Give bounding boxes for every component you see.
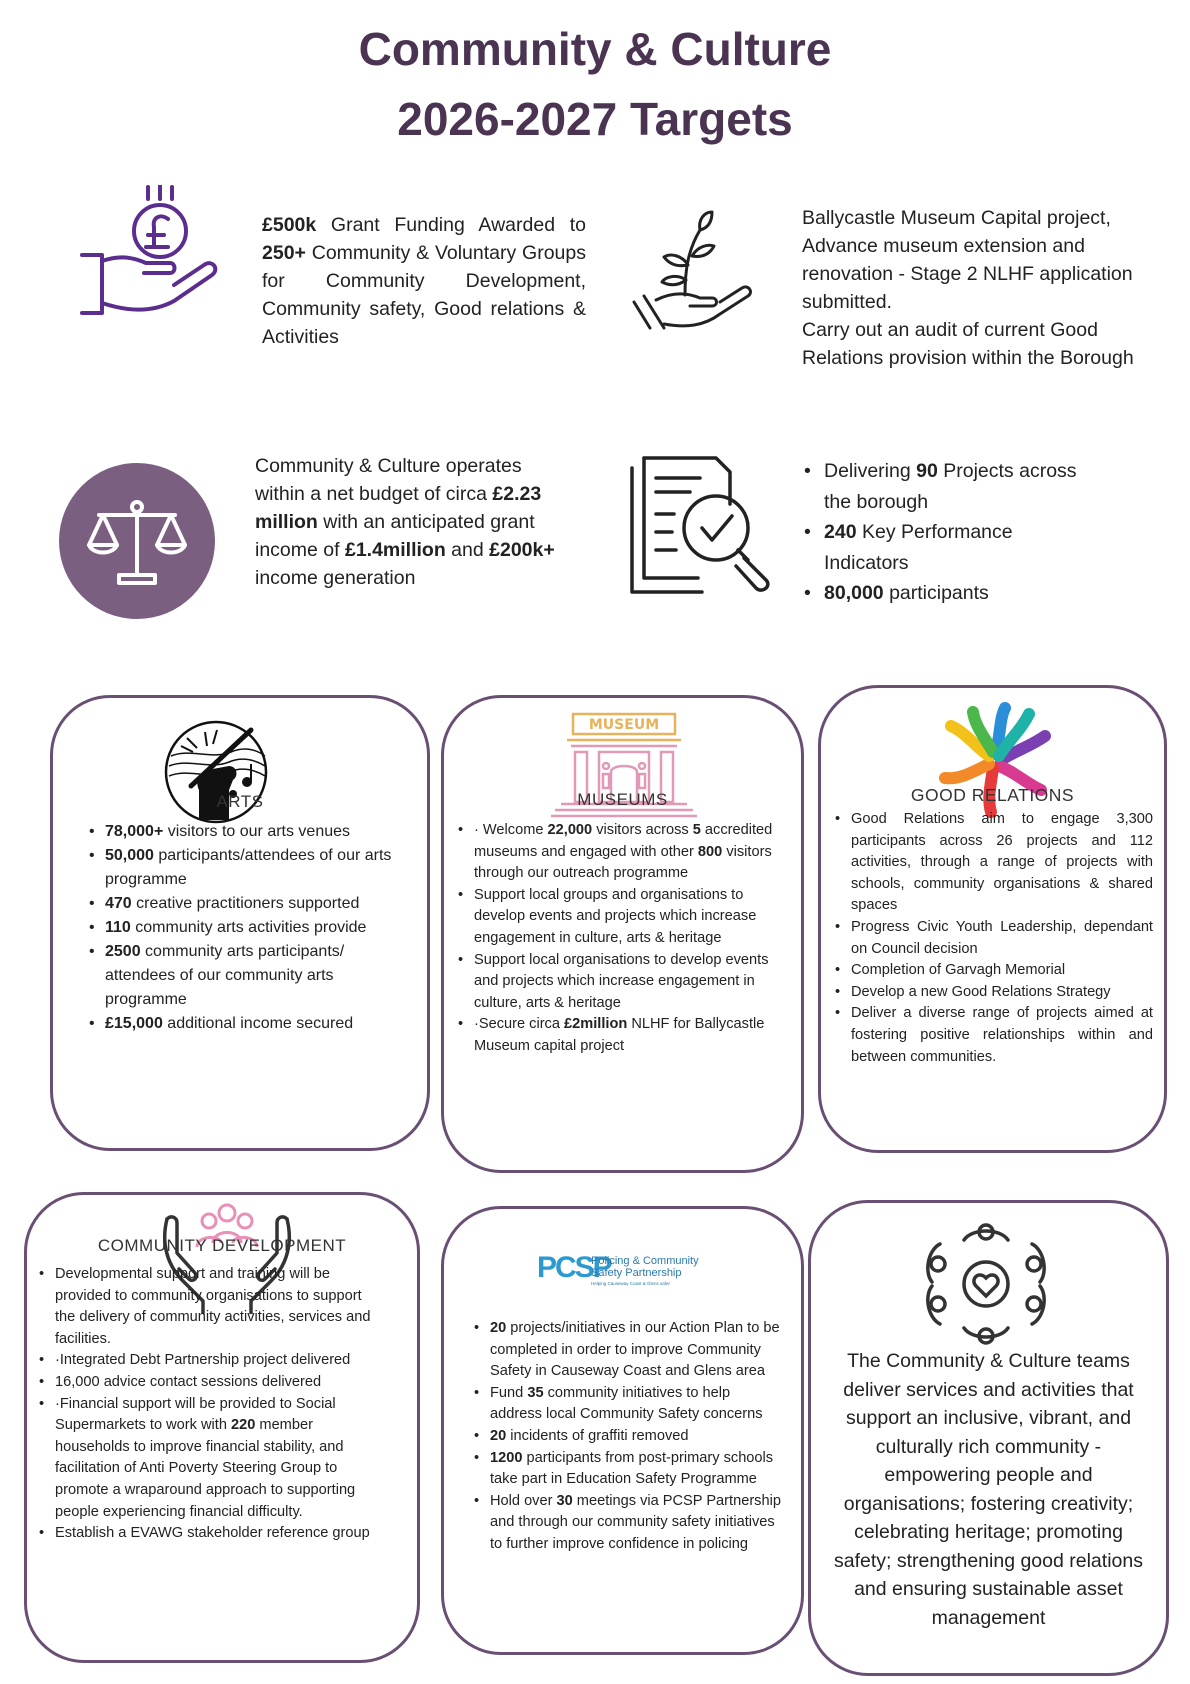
museums-i1-c: visitors across bbox=[592, 822, 693, 838]
pcsp-logo-mark: PCSP bbox=[537, 1251, 611, 1284]
museums-i1-d: accredited museums and engaged with other bbox=[474, 822, 773, 860]
list-item bbox=[456, 1014, 776, 1057]
pcsp-participants-count: 1200 bbox=[490, 1449, 523, 1466]
community-circle-heart-icon bbox=[921, 1219, 1051, 1349]
list-item bbox=[87, 820, 411, 844]
delivery-item-kpis bbox=[800, 517, 1100, 578]
museums-list bbox=[456, 820, 776, 1058]
good-relations-list bbox=[833, 809, 1153, 1068]
museums-i1-a: · Welcome bbox=[474, 822, 548, 838]
arts-item-2-text: creative practitioners supported bbox=[131, 895, 360, 912]
arts-item-4-text: community arts participants/ attendees of our community arts programme bbox=[105, 943, 345, 1008]
list-item bbox=[472, 1383, 784, 1426]
arts-item-5-value: £15,000 bbox=[105, 1015, 163, 1032]
budget-text-1: Community & Culture operates within a net budget of circa bbox=[255, 455, 522, 505]
list-item bbox=[472, 1426, 784, 1448]
pcsp-logo-line1: Policing & Community bbox=[591, 1255, 699, 1267]
list-item bbox=[87, 940, 411, 1012]
pcsp-i5-a: Hold over bbox=[490, 1492, 557, 1509]
delivery-projects-pre: Delivering bbox=[824, 460, 917, 482]
budget-text-4: income generation bbox=[255, 567, 416, 589]
cd-i4-a: ·Financial support will be provided to Social Supermarkets to work with bbox=[55, 1395, 336, 1434]
list-item: • Progress Civic Youth Leadership, dependant on Council decision bbox=[833, 917, 1153, 960]
list-item bbox=[37, 1394, 377, 1524]
community-development-title: COMMUNITY DEVELOPMENT bbox=[97, 1236, 347, 1255]
plant-in-hand-icon bbox=[630, 210, 760, 340]
page-title-line2: 2026-2027 Targets bbox=[397, 93, 793, 145]
museum-project-line: Ballycastle Museum Capital project, Advance museum extension and renovation - Stage 2 NLHF application submitted. bbox=[802, 207, 1133, 313]
coin-in-hand-icon bbox=[80, 185, 230, 325]
list-item: • Establish a EVAWG stakeholder reference group bbox=[37, 1523, 377, 1545]
arts-title: ARTS bbox=[216, 792, 264, 811]
list-item bbox=[472, 1491, 784, 1556]
participants-count: 80,000 bbox=[824, 582, 884, 604]
pcsp-card bbox=[441, 1206, 804, 1655]
list-item: • Completion of Garvagh Memorial bbox=[833, 960, 1153, 982]
museums-title: MUSEUMS bbox=[577, 790, 668, 809]
community-development-list bbox=[37, 1264, 377, 1545]
income-generation: £200k+ bbox=[489, 539, 555, 561]
arts-item-4-value: 2500 bbox=[105, 943, 141, 960]
page-title-line1: Community & Culture bbox=[358, 23, 832, 75]
budget-text-2: with an anticipated grant income of bbox=[255, 511, 535, 561]
list-item bbox=[87, 1012, 411, 1036]
list-item: • 16,000 advice contact sessions delivered bbox=[37, 1372, 377, 1394]
pcsp-meetings-count: 30 bbox=[556, 1492, 573, 1509]
delivery-list bbox=[800, 456, 1100, 609]
museums-i1-outreach: 800 bbox=[697, 843, 723, 860]
list-item bbox=[472, 1318, 784, 1383]
arts-item-1-value: 50,000 bbox=[105, 847, 154, 864]
pcsp-projects-count: 20 bbox=[490, 1320, 507, 1336]
groups-count: 250+ bbox=[262, 242, 306, 264]
funding-text-part2: Community & Voluntary Groups for Community Development, Community safety, Good relations & Activities bbox=[262, 242, 586, 348]
museum-project-text bbox=[802, 204, 1172, 372]
list-item bbox=[472, 1448, 784, 1491]
list-item: • Develop a new Good Relations Strategy bbox=[833, 982, 1153, 1004]
museums-i4-c: NLHF for Ballycastle Museum capital project bbox=[474, 1016, 765, 1054]
good-relations-audit-line: Carry out an audit of current Good Relations provision within the Borough bbox=[802, 319, 1134, 369]
grant-income: £1.4million bbox=[344, 539, 446, 561]
cd-households-count: 220 bbox=[231, 1417, 256, 1434]
budget-text-3: and bbox=[445, 539, 490, 561]
pcsp-i2-c: community initiatives to help address local Community Safety concerns bbox=[490, 1384, 763, 1423]
list-item bbox=[87, 844, 411, 892]
list-item bbox=[87, 892, 411, 916]
list-item: • ·Integrated Debt Partnership project delivered bbox=[37, 1350, 377, 1372]
arts-item-3-value: 110 bbox=[105, 919, 131, 936]
arts-item-5-text: additional income secured bbox=[162, 1015, 354, 1032]
kpi-count: 240 bbox=[824, 521, 857, 543]
museums-i1-visitors: 22,000 bbox=[547, 822, 593, 838]
pcsp-i3-text: incidents of graffiti removed bbox=[506, 1427, 689, 1444]
scales-icon bbox=[59, 463, 215, 619]
community-development-card bbox=[24, 1192, 420, 1663]
arts-item-0-value: 78,000+ bbox=[105, 823, 164, 840]
museums-card bbox=[441, 695, 804, 1173]
list-item bbox=[87, 916, 411, 940]
arts-item-3-text: community arts activities provide bbox=[130, 919, 367, 936]
pcsp-logo-tagline: Helping Causeway Coast & Glens safer bbox=[591, 1281, 671, 1286]
funding-text-part1: Grant Funding Awarded to bbox=[316, 214, 586, 236]
pcsp-i4-text: participants from post-primary schools take part in Education Safety Programme bbox=[490, 1449, 774, 1488]
good-relations-title: GOOD RELATIONS bbox=[910, 785, 1075, 805]
list-item: • Support local groups and organisations to develop events and projects which increase engagement in culture, arts & heritage bbox=[456, 885, 776, 950]
delivery-projects-post: Projects across the borough bbox=[824, 460, 1077, 513]
pcsp-i2-a: Fund bbox=[490, 1384, 528, 1401]
arts-item-2-value: 470 bbox=[105, 895, 132, 912]
pcsp-initiatives-count: 35 bbox=[527, 1384, 544, 1401]
delivery-participants-post: participants bbox=[883, 582, 989, 604]
museums-i4-amount: £2million bbox=[564, 1016, 628, 1033]
pcsp-list bbox=[472, 1318, 784, 1556]
good-relations-card bbox=[818, 685, 1167, 1153]
arts-list bbox=[87, 820, 411, 1036]
list-item: • Developmental support and training will be provided to community organisations to support the delivery of community activities, services and facilities. bbox=[37, 1264, 377, 1350]
pcsp-i5-c: meetings via PCSP Partnership and through our community safety initiatives to further improve confidence in policing bbox=[490, 1492, 781, 1552]
museum-logo-text: MUSEUM bbox=[588, 717, 660, 733]
pcsp-logo-line2: Safety Partnership bbox=[591, 1267, 682, 1279]
delivery-item-participants bbox=[800, 578, 1100, 609]
closing-statement-card bbox=[808, 1200, 1169, 1676]
museums-i1-e: visitors through our outreach programme bbox=[474, 843, 772, 882]
arts-card bbox=[50, 695, 430, 1151]
closing-statement-text: The Community & Culture teams deliver services and activities that support an inclusive, vibrant, and culturally rich community - empowering people and organisations; fostering creativity; celebrating heritage; promoting safety; strengthening good relations and ensuring sustainable asset management bbox=[834, 1350, 1143, 1629]
projects-count: 90 bbox=[916, 460, 938, 482]
budget-text bbox=[255, 452, 575, 592]
document-check-icon bbox=[630, 456, 780, 596]
arts-item-1-text: participants/attendees of our arts programme bbox=[105, 847, 392, 888]
list-item bbox=[456, 820, 776, 885]
arts-item-0-text: visitors to our arts venues bbox=[163, 823, 351, 840]
museums-i1-count: 5 bbox=[692, 822, 701, 838]
cd-i4-c: member households to improve financial stability, and facilitation of Anti Poverty Steering Group to promote a wraparound approach to supporting people experiencing financial difficulty. bbox=[55, 1417, 356, 1520]
pcsp-logo bbox=[537, 1251, 717, 1291]
list-item: • Deliver a diverse range of projects aimed at fostering positive relationships within and between communities. bbox=[833, 1003, 1153, 1068]
funding-amount: £500k bbox=[262, 214, 317, 236]
list-item: • Support local organisations to develop events and projects which increase engagement in culture, arts & heritage bbox=[456, 950, 776, 1015]
museums-i4-a: ·Secure circa bbox=[474, 1016, 565, 1033]
pcsp-graffiti-count: 20 bbox=[490, 1427, 507, 1444]
net-budget: £2.23 million bbox=[255, 483, 542, 533]
list-item: • Good Relations aim to engage 3,300 participants across 26 projects and 112 activities, through a range of projects with schools, community organisations & shared spaces bbox=[833, 809, 1153, 917]
pcsp-i1-text: projects/initiatives in our Action Plan to be completed in order to improve Community Safety in Causeway Coast and Glens area bbox=[490, 1320, 780, 1380]
funding-text bbox=[262, 211, 586, 351]
delivery-kpis-post: Key Performance Indicators bbox=[824, 521, 1013, 574]
delivery-item-projects bbox=[800, 456, 1100, 517]
